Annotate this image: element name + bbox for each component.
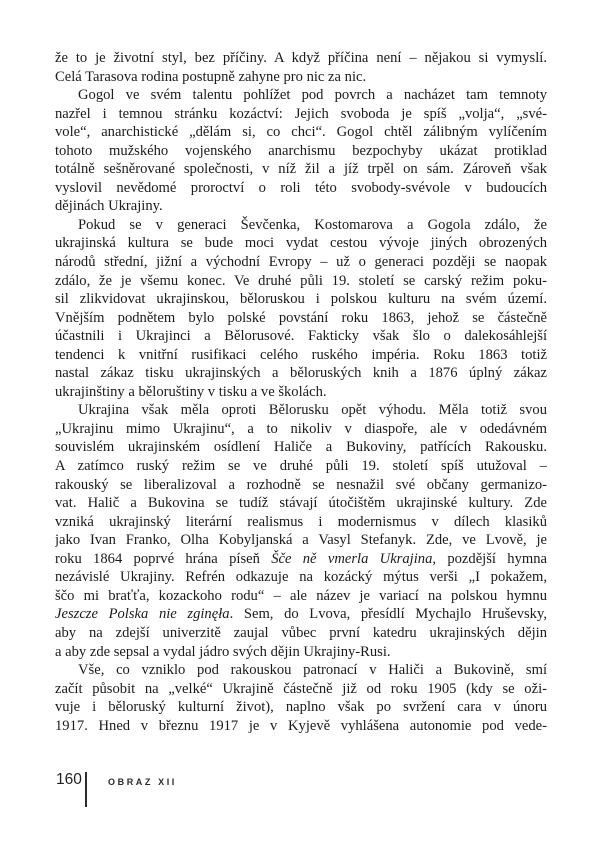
text-line: vyslovil nevědomé proroctví o roli této svobody-svévole v budoucích (55, 179, 547, 196)
text-line: ščo mi braťťa, kozackoho rodu“ – ale název je variací na polskou hymnu (55, 587, 547, 604)
text-line: účastnili i Ukrajinci a Bělorusové. Fakticky však šlo o dalekosáhlejší (55, 328, 547, 345)
text-block (55, 49, 547, 735)
text-line: Pokud se v generaci Ševčenka, Kostomarova a Gogola zdálo, že (78, 216, 547, 233)
text-line: dějinách Ukrajiny. (55, 198, 163, 215)
text-line: jako Ivan Franko, Olha Kobyljanská a Vasyl Stefanyk. Zde, ve Lvově, je (55, 532, 547, 549)
text-line: vzniká ukrajinský literární realismus i modernismus v dílech klasiků (55, 513, 547, 530)
text-line: aby na zdejší univerzitě zaujal vůbec první katedru ukrajinských dějin (55, 624, 547, 641)
text-line: rakouský se liberalizoval a rozhodně se nesnažil své občany germanizo- (55, 476, 547, 493)
text-line: A zatímco ruský režim se ve druhé půli 19. století spíš utužoval – (55, 458, 547, 475)
text-line: nezávislé Ukrajiny. Refrén odkazuje na kozácký mýtus verši „I pokažem, (55, 569, 547, 586)
text-line: ukrajinská kultura se bude moci vydat cestou vývoje jiných obrozených (55, 235, 547, 252)
text-line: nazřel i temnou stránku kozáctví: Jejich svoboda je spíš „volja“, „své- (55, 105, 547, 122)
page-number: 160 (56, 771, 82, 788)
text-line: Ukrajina však měla oproti Bělorusku opět výhodu. Měla totiž svou (78, 402, 547, 419)
text-line: tohoto mužského vojenského anarchismu bezpochyby ukázat protiklad (55, 142, 547, 159)
text-line: národů střední, jižní a východní Evropy – už o generaci později se naopak (55, 254, 547, 271)
text-line: tendenci k vnitřní rusifikaci celého ruského impéria. Roku 1863 totiž (55, 346, 547, 363)
text-line: že to je životní styl, bez příčiny. A když příčina není – nějakou si vymyslí. (55, 50, 547, 66)
text-line: zdálo, že je všemu konec. Ve druhé půli 19. století se carský režim poku- (55, 272, 547, 289)
text-line: nastal zákaz tisku ukrajinských a běloruských knih a 1876 úplný zákaz (55, 365, 547, 382)
text-line: 1917. Hned v březnu 1917 je v Kyjevě vyhlášena autonomie pod vede- (55, 717, 547, 734)
text-line: „Ukrajinu mimo Ukrajinu“, a to nikoliv v diaspoře, ale v odedávném (55, 420, 547, 437)
footer-divider-rule (85, 772, 87, 807)
text-line: Celá Tarasova rodina postupně zahyne pro nic za nic. (55, 68, 367, 85)
text-line: Gogol ve svém talentu pohlížet pod povrch a nacházet tam temnoty (78, 87, 547, 104)
text-line: vuje i běloruský kulturní život), naplno však po svržení cara v únoru (55, 699, 547, 716)
text-line: vat. Halič a Bukovina se tudíž stávají útočištěm ukrajinské kultury. Zde (55, 495, 547, 512)
text-line: začít působit na „velké“ Ukrajině částečně již od roku 1905 (kdy se oži- (55, 680, 547, 697)
text-line: ukrajinštiny a běloruštiny v tisku a ve školách. (55, 383, 327, 400)
text-line: Jeszcze Polska nie zginęła. Sem, do Lvova, přesídlí Mychajlo Hruševsky, (55, 606, 547, 623)
running-title: OBRAZ XII (108, 777, 177, 787)
text-line: roku 1864 poprvé hrána píseň Šče ně vmerla Ukrajina, pozdější hymna (55, 550, 547, 567)
text-line: a aby zde sepsal a vydal jádro svých dějin Ukrajiny-Rusi. (55, 643, 391, 660)
text-line: vole“, anarchistické „dělám si, co chci“. Gogol chtěl zálibným vylíčením (55, 124, 547, 141)
text-line: Vše, co vzniklo pod rakouskou patronací v Haliči a Bukovině, smí (78, 662, 547, 679)
text-line: souvislém ukrajinském osídlení Haliče a Bukoviny, patřících Rakousku. (55, 439, 547, 456)
text-line: totálně sešněrované společnosti, v níž žil a jíž trpěl on sám. Zároveň však (55, 161, 547, 178)
text-line: Vnějším podnětem bylo polské povstání roku 1863, jehož se částečně (55, 309, 547, 326)
text-line: sil zlikvidovat ukrajinskou, běloruskou i polskou kulturu na svém území. (55, 291, 547, 308)
